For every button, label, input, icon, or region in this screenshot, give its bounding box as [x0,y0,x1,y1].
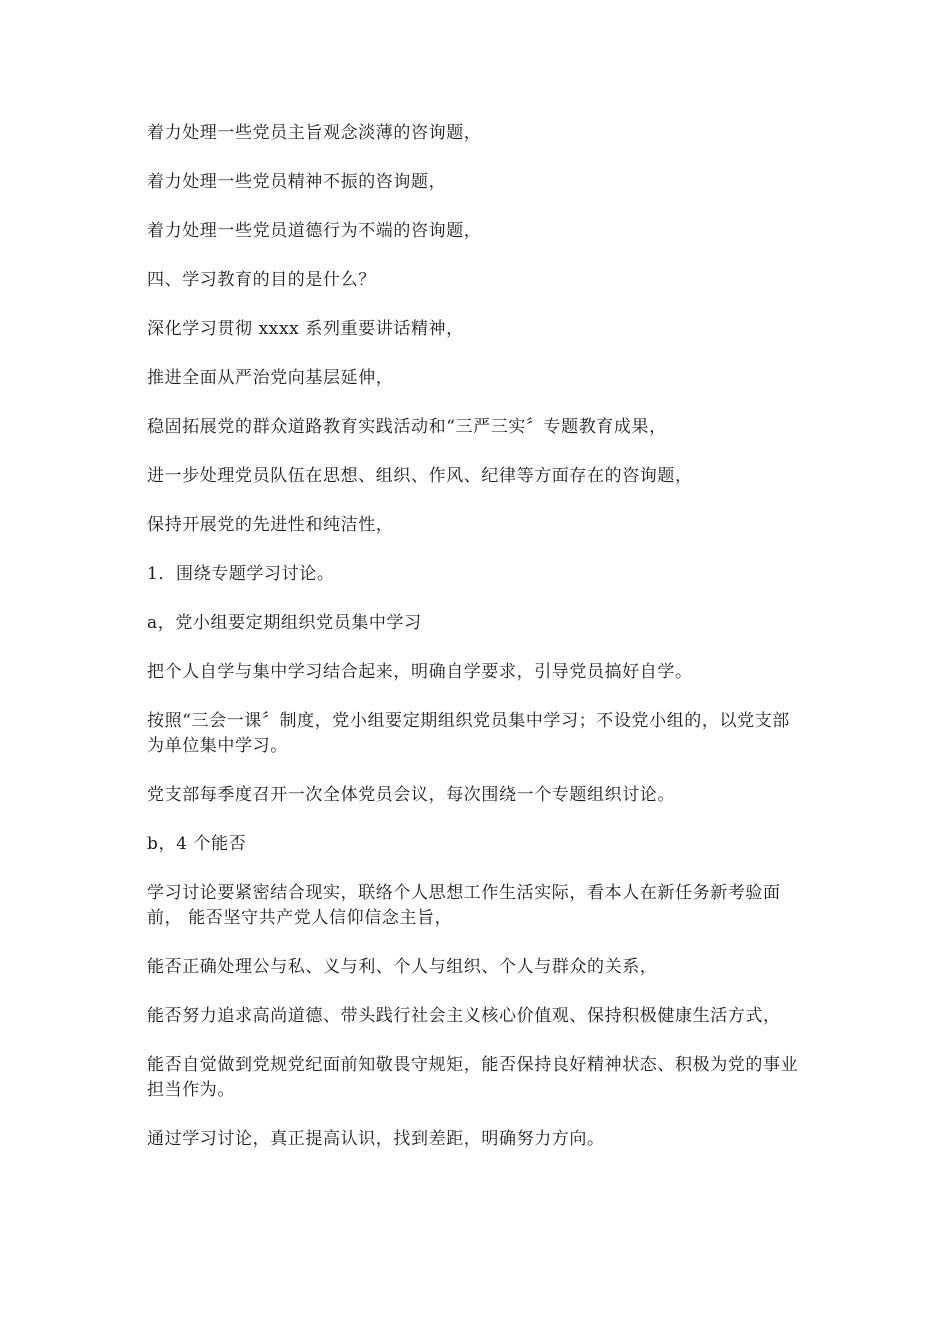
paragraph: 能否努力追求高尚道德、带头践行社会主义核心价值观、保持积极健康生活方式， [147,1006,781,1026]
paragraph: 通过学习讨论，真正提高认识，找到差距，明确努力方向。 [147,1129,605,1149]
paragraph: 按照“三会一课〞制度，党小组要定期组织党员集中学习；不设党小组的，以党支部为单位集中学习。 [147,711,790,756]
paragraph: 把个人自学与集中学习结合起来，明确自学要求，引导党员搞好自学。 [147,662,693,682]
paragraph: 着力处理一些党员主旨观念淡薄的咨询题， [147,123,482,143]
paragraph: 能否自觉做到党规党纪面前知敬畏守规矩，能否保持良好精神状态、积极为党的事业担当作为。 [147,1055,799,1100]
subsection-heading: 1．围绕专题学习讨论。 [147,564,335,584]
paragraph: 党支部每季度召开一次全体党员会议，每次围绕一个专题组织讨论。 [147,785,675,805]
paragraph: 学习讨论要紧密结合现实，联络个人思想工作生活实际，看本人在新任务新考验面前， 能否坚守共产党人信仰信念主旨， [147,883,781,928]
paragraph: 保持开展党的先进性和纯洁性， [147,515,394,535]
paragraph: 着力处理一些党员道德行为不端的咨询题， [147,221,482,241]
paragraph: 推进全面从严治党向基层延伸， [147,368,394,388]
paragraph: 深化学习贯彻 xxxx 系列重要讲话精神， [147,319,464,339]
list-item-heading: a，党小组要定期组织党员集中学习 [147,613,422,633]
paragraph: 着力处理一些党员精神不振的咨询题， [147,172,447,192]
paragraph: 能否正确处理公与私、义与利、个人与组织、个人与群众的关系， [147,957,658,977]
list-item-heading: b，4 个能否 [147,834,247,854]
document-body [147,121,807,1176]
paragraph: 稳固拓展党的群众道路教育实践活动和“三严三实〞专题教育成果， [147,417,667,437]
section-heading: 四、学习教育的目的是什么？ [147,270,376,290]
paragraph: 进一步处理党员队伍在思想、组织、作风、纪律等方面存在的咨询题， [147,466,693,486]
